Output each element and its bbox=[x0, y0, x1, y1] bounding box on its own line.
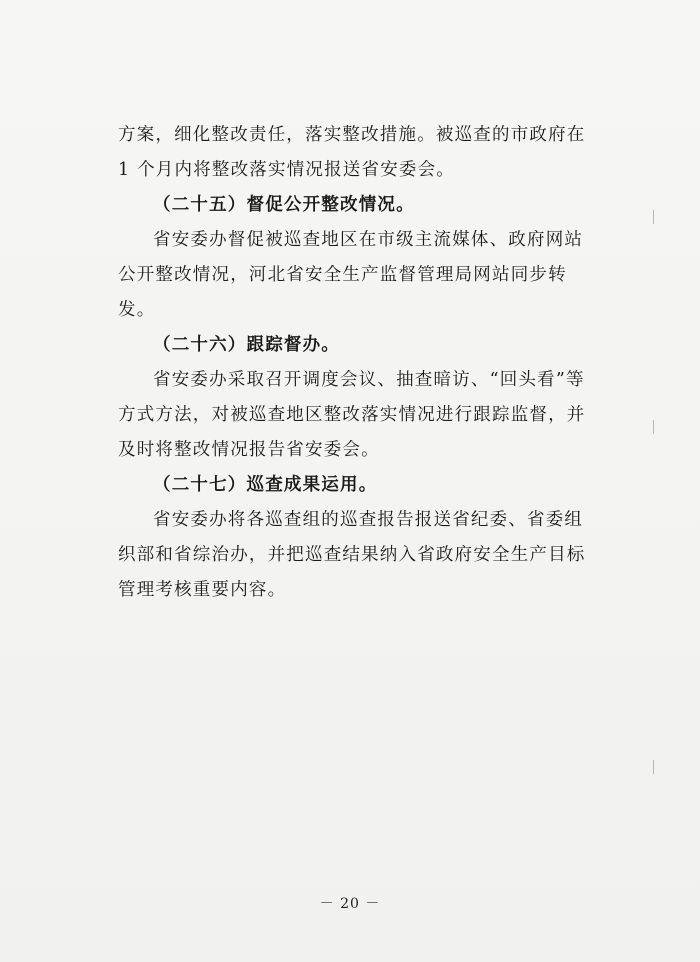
paragraph-publicize: 省安委办督促被巡查地区在市级主流媒体、政府网站公开整改情况，河北省安全生产监督管理局网站同步转发。 bbox=[118, 230, 584, 320]
paragraph-1: 方案，细化整改责任，落实整改措施。被巡查的市政府在 1 个月内将整改落实情况报送省安委会。 bbox=[118, 125, 586, 180]
edge-mark bbox=[653, 420, 660, 434]
paragraph-tracking: 省安委办采取召开调度会议、抽查暗访、“回头看”等方式方法，对被巡查地区整改落实情况进行跟踪监督，并及时将整改情况报告省安委会。 bbox=[118, 370, 586, 460]
document-body bbox=[118, 118, 588, 608]
paragraph-results: 省安委办将各巡查组的巡查报告报送省纪委、省委组织部和省综治办，并把巡查结果纳入省政府安全生产目标管理考核重要内容。 bbox=[118, 510, 586, 600]
section-heading-25: （二十五）督促公开整改情况。 bbox=[153, 195, 415, 215]
section-heading-27: （二十七）巡查成果运用。 bbox=[153, 475, 378, 495]
page-number: － 20 － bbox=[319, 896, 381, 912]
edge-mark bbox=[653, 210, 660, 224]
section-heading-26: （二十六）跟踪督办。 bbox=[153, 335, 340, 355]
edge-mark bbox=[653, 760, 660, 774]
